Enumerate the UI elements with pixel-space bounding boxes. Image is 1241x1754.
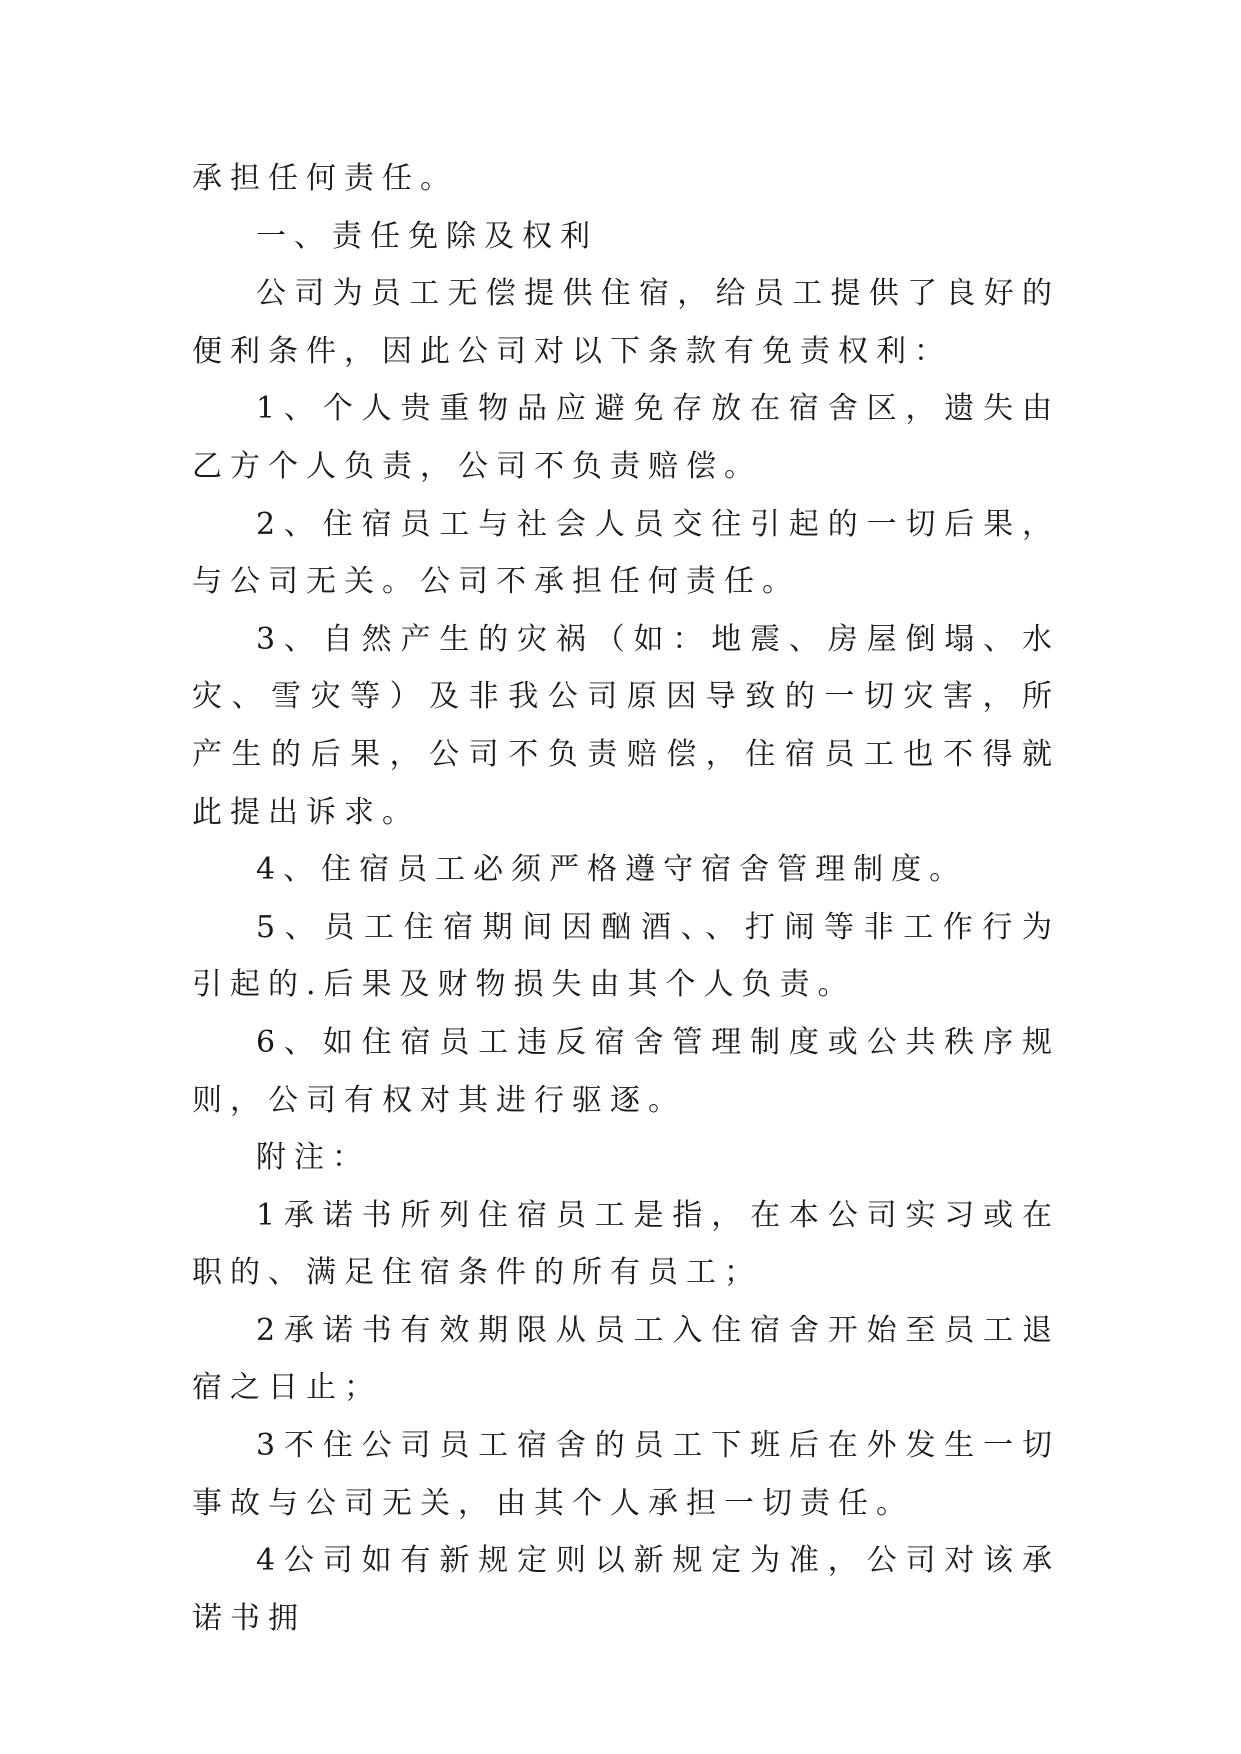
clause-6: 6、如住宿员工违反宿舍管理制度或公共秩序规则，公司有权对其进行驱逐。 [192, 1024, 1060, 1118]
notes-heading: 附注： [256, 1140, 370, 1176]
note-1: 1承诺书所列住宿员工是指，在本公司实习或在职的、满足住宿条件的所有员工； [192, 1197, 1060, 1291]
clause-4: 4、住宿员工必须严格遵守宿舍管理制度。 [256, 852, 968, 888]
clause-1: 1、个人贵重物品应避免存放在宿舍区，遗失由乙方个人负责，公司不负责赔偿。 [192, 391, 1060, 484]
document-body [192, 150, 1060, 1647]
paragraph-continuation: 承担任何责任。 [192, 161, 458, 196]
section-heading-liability-exemption: 一、责任免除及权利 [256, 218, 598, 254]
paragraph-intro: 公司为员工无偿提供住宿，给员工提供了良好的便利条件，因此公司对以下条款有免责权利： [192, 276, 1060, 369]
note-2: 2承诺书有效期限从员工入住宿舍开始至员工退宿之日止； [192, 1312, 1060, 1406]
note-4: 4公司如有新规定则以新规定为准，公司对该承诺书拥 [192, 1543, 1060, 1636]
clause-3: 3、自然产生的灾祸（如：地震、房屋倒塌、水灾、雪灾等）及非我公司原因导致的一切灾害，所产生的后果，公司不负责赔偿，住宿员工也不得就此提出诉求。 [192, 621, 1060, 830]
clause-5: 5、员工住宿期间因酗酒、、打闹等非工作行为引起的.后果及财物损失由其个人负责。 [192, 909, 1060, 1003]
clause-2: 2、住宿员工与社会人员交往引起的一切后果，与公司无关。公司不承担任何责任。 [192, 506, 1060, 600]
note-3: 3不住公司员工宿舍的员工下班后在外发生一切事故与公司无关，由其个人承担一切责任。 [192, 1428, 1060, 1521]
